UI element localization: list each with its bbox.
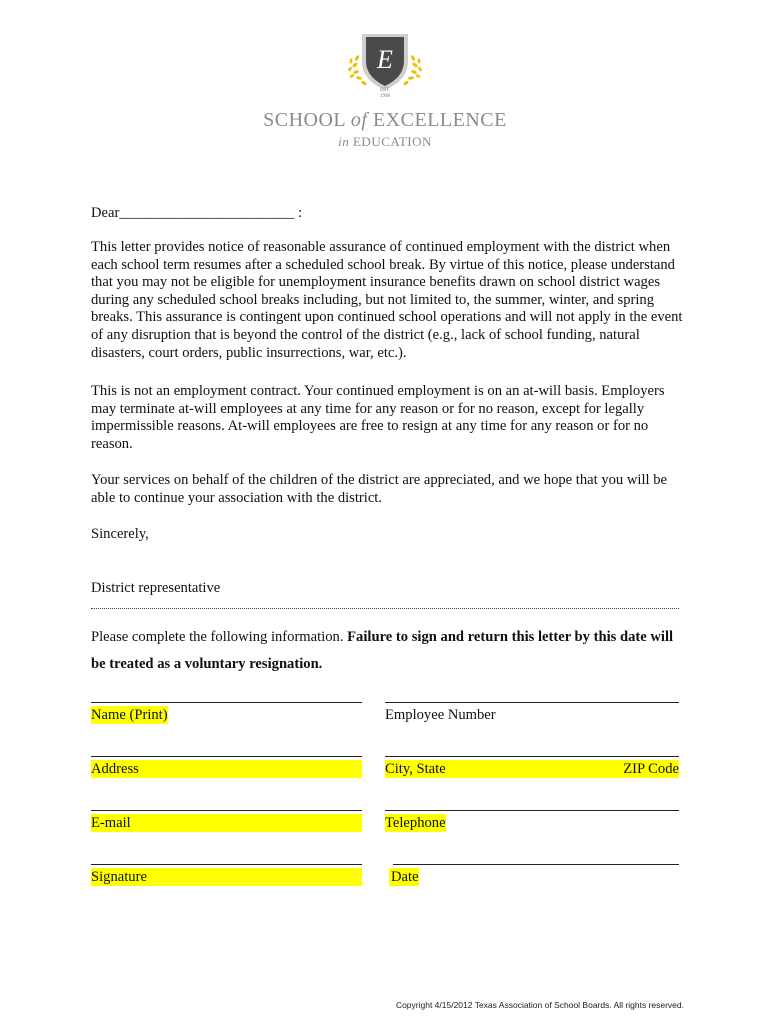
address-field[interactable] [91, 756, 362, 757]
city-state-label: City, State [385, 761, 446, 777]
form-instructions: Please complete the following information. Failure to sign and return this letter by this date will be treated as a voluntary resignation. [91, 629, 674, 672]
telephone-field[interactable] [385, 810, 679, 811]
school-name: SCHOOL of EXCELLENCE [263, 109, 507, 131]
copyright-notice: Copyright 4/15/2012 Texas Association of School Boards. All rights reserved. [395, 1000, 684, 1010]
name-field[interactable] [91, 702, 362, 703]
date-label: Date [391, 869, 419, 885]
svg-text:1998: 1998 [380, 94, 390, 99]
paragraph-appreciation: Your services on behalf of the children of the district are appreciated, and we hope that you will be able to continue your association with the district. [91, 472, 667, 506]
telephone-label: Telephone [385, 815, 446, 831]
school-subtitle: in EDUCATION [338, 134, 432, 149]
dotted-separator [91, 600, 679, 609]
address-label: Address [91, 760, 362, 778]
employee-number-field[interactable] [385, 702, 679, 703]
district-representative-label: District representative [91, 580, 221, 596]
city-state-zip-label [385, 760, 679, 778]
paragraph-reasonable-assurance: This letter provides notice of reasonable assurance of continued employment with the district when each school term resumes after a scheduled school break. By virtue of this notice, please understand that you may not be eligible for unemployment insurance benefits drawn on school district wages during any scheduled school breaks including, but not limited to, the summer, winter, and spring breaks. This assurance is contingent upon continued school operations and will not apply in the event of any disruption that is beyond the control of the district (e.g., lack of school funding, natural disasters, court orders, public insurrections, war, etc.). [91, 239, 683, 361]
signature-field[interactable] [91, 864, 362, 865]
salutation: Dear________________________ : [91, 205, 303, 221]
svg-text:E: E [377, 45, 393, 74]
school-logo [0, 28, 770, 100]
zip-code-label: ZIP Code [623, 761, 679, 777]
city-state-zip-field[interactable] [385, 756, 679, 757]
employee-number-label: Employee Number [385, 707, 496, 723]
name-label: Name (Print) [91, 707, 168, 723]
email-field[interactable] [91, 810, 362, 811]
shield-laurel-icon [345, 28, 425, 100]
closing: Sincerely, [91, 526, 149, 542]
svg-text:EST.: EST. [380, 88, 390, 93]
paragraph-at-will: This is not an employment contract. Your continued employment is on an at-will basis. Employers may terminate at-will employees at any time for any reason or for no reason, except for legally impermissible reasons. At-will employees are free to resign at any time for any reason or for no reason. [91, 383, 665, 452]
email-label: E-mail [91, 814, 362, 832]
signature-label: Signature [91, 868, 362, 886]
date-field[interactable] [393, 864, 679, 865]
